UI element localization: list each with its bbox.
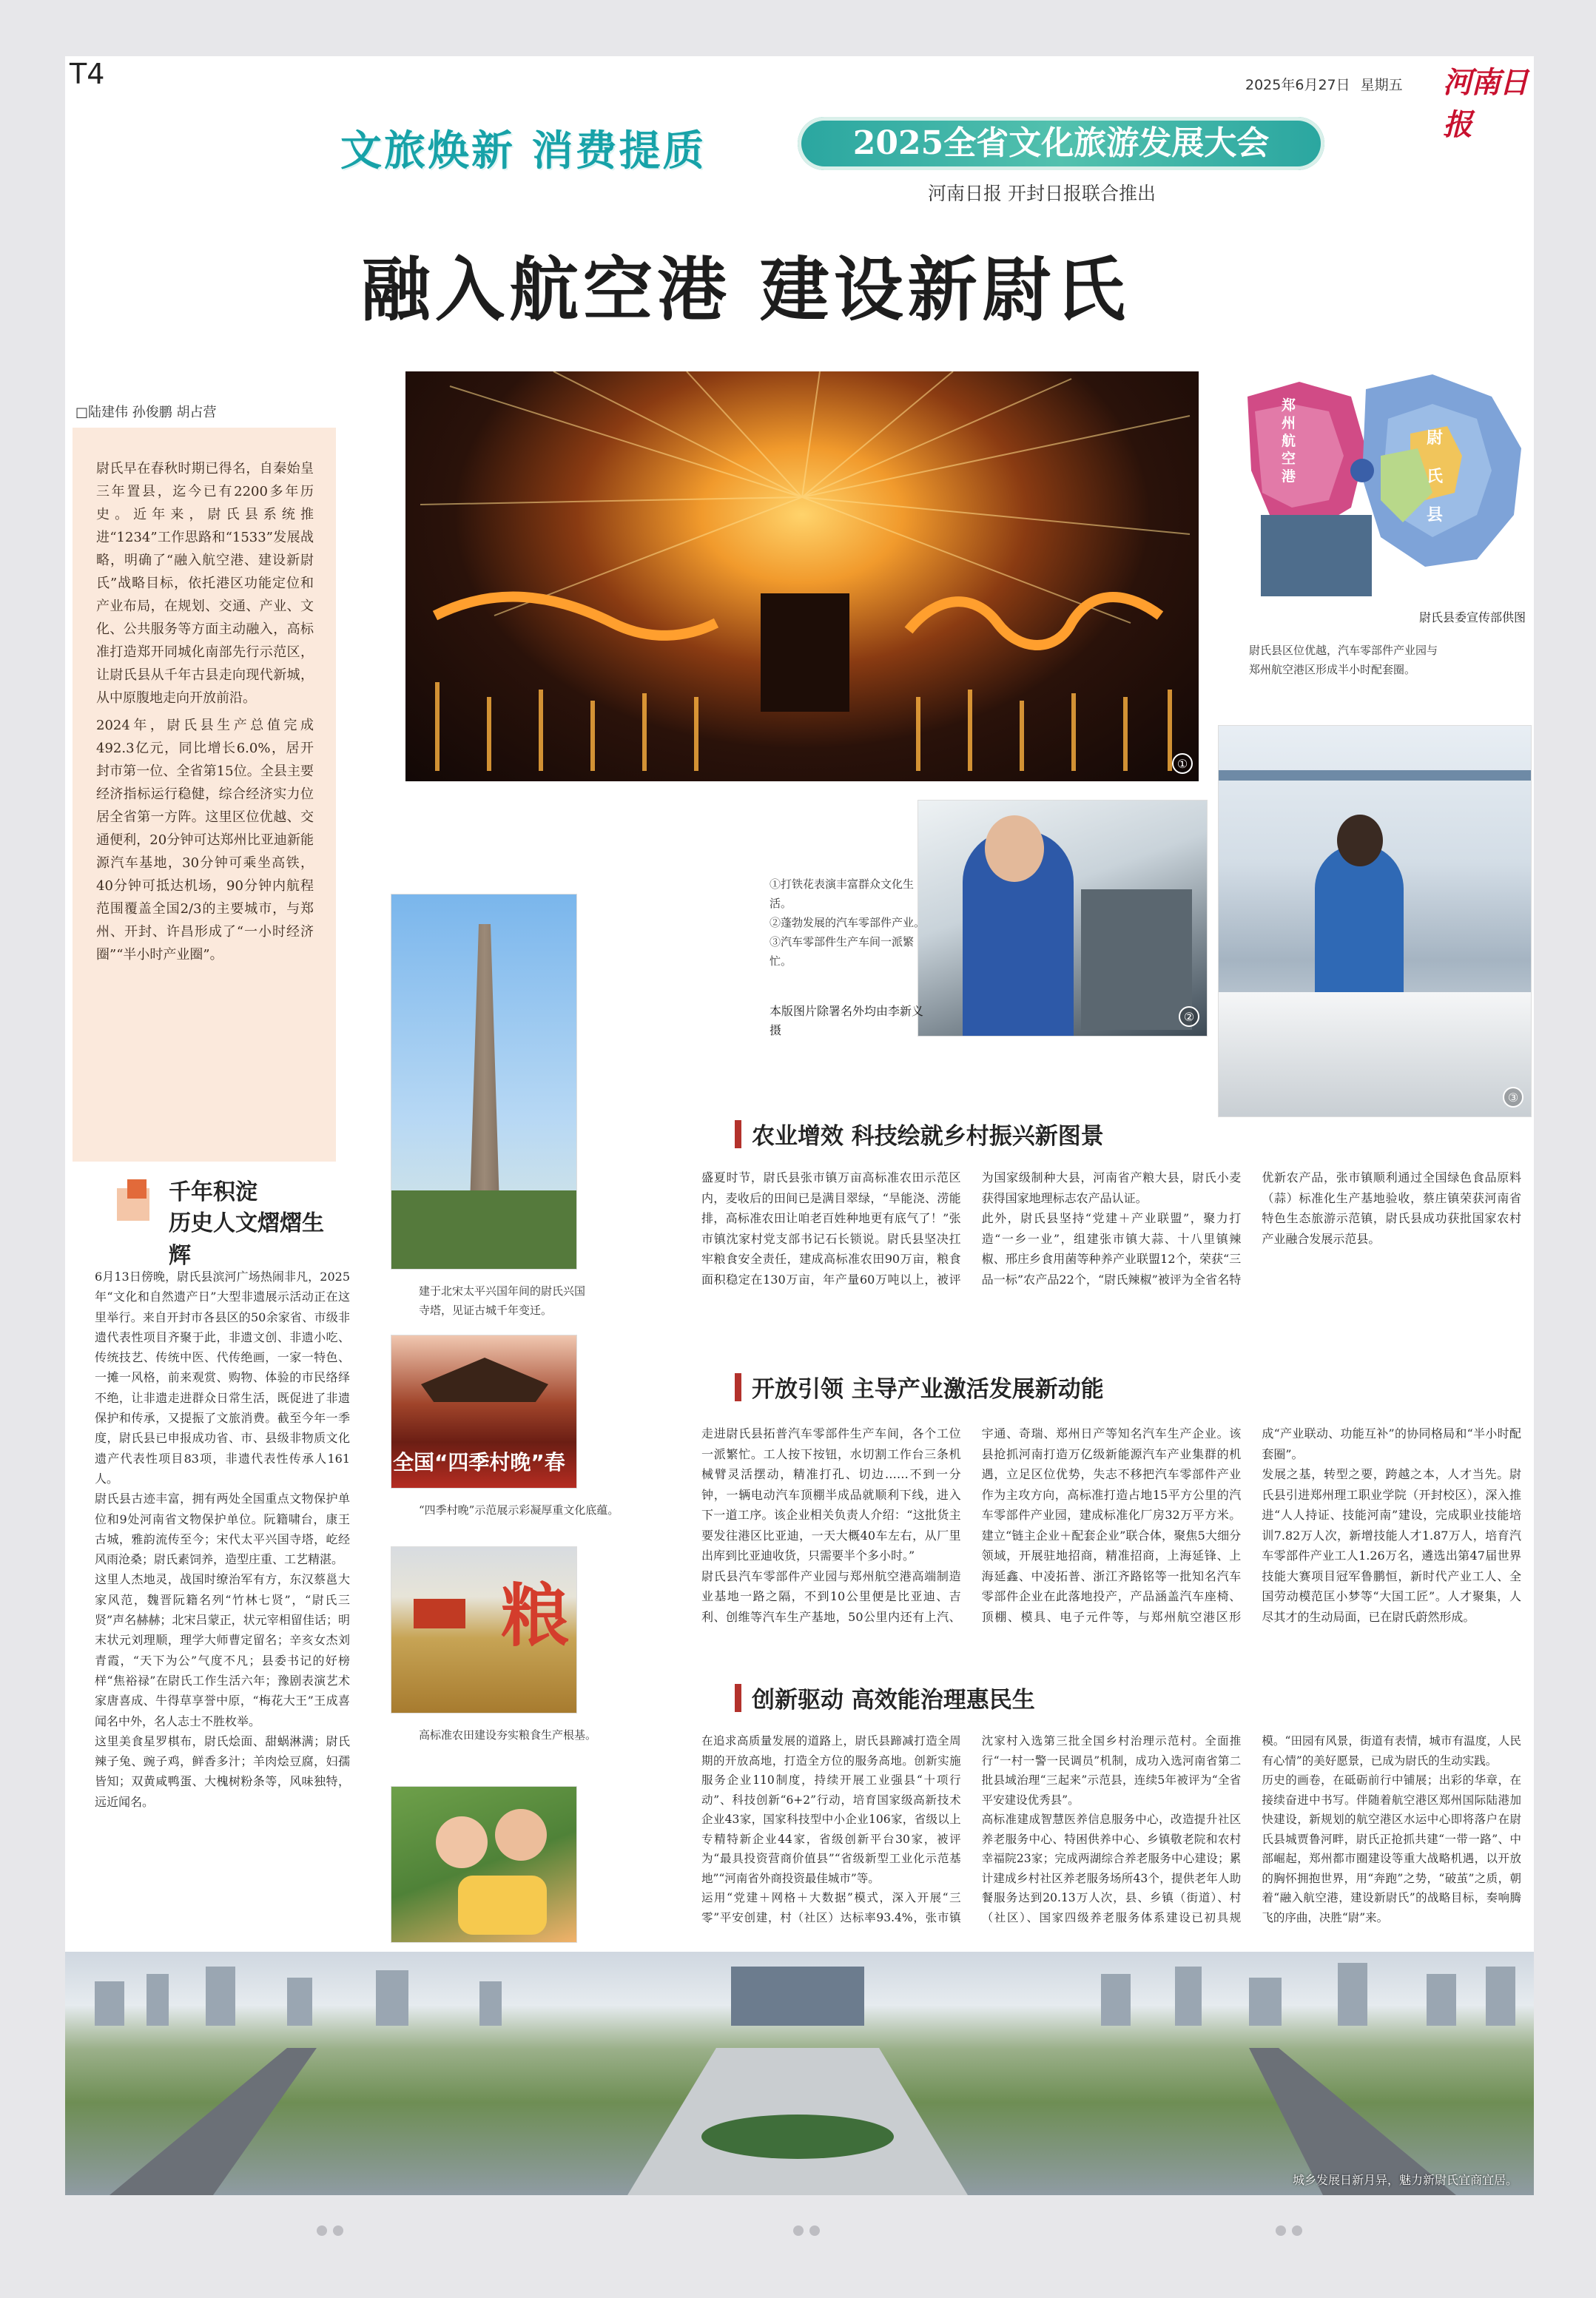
photo-iron-flower [405, 371, 1199, 781]
section1-heading [117, 1173, 339, 1269]
issue-date [1245, 74, 1403, 94]
map-label-airport: 郑州航空港 [1282, 397, 1296, 485]
section2-text: 盛夏时节，尉氏县张市镇万亩高标准农田示范区内，麦收后的田间已是满目翠绿，“旱能浇、涝能排，高标准农田让咱老百姓种地更有底气了！”张市镇沈家村党支部书记石长锁说。尉氏县坚决扛牢粮食安全责任，建成高标准农田90万亩，粮食面积稳定在130万亩，年产量60万吨以上，被评为国家级制种大县，河南省产粮大县，尉氏小麦获得国家地理标志农产品认证。 此外，尉氏县坚持“党建＋产业联盟”，聚力打造“一乡一业”，组建张市镇大蒜、十八里镇辣椒、邢庄乡食用菌等种养产业联盟12个，荣获“三品一标”农产品22个，“尉氏辣椒”被评为全省名特优新农产品，张市镇顺利通过全国绿色食品原料（蒜）标准化生产基地验收，蔡庄镇荣获河南省特色生态旅游示范镇，尉氏县成功获批国家农村产业融合发展示范县。 [701, 1170, 1521, 1287]
section2-bar [735, 1120, 741, 1148]
photo-number-3: ③ [1503, 1087, 1523, 1108]
car-body [1219, 992, 1532, 1117]
page-number: T4 [70, 58, 105, 90]
photo-wheat-field [391, 1546, 577, 1714]
photo-pagoda [391, 894, 577, 1270]
page-indicator-left[interactable] [317, 2225, 343, 2236]
photo-city-panorama [65, 1952, 1534, 2195]
photo-number-2: ② [1179, 1006, 1199, 1027]
farmer-2 [495, 1809, 547, 1861]
lead-box [73, 428, 336, 1162]
section4-bar [735, 1684, 741, 1712]
workshop-rail [1219, 770, 1532, 781]
section4-heading [735, 1681, 1035, 1714]
section4-text: 在追求高质量发展的道路上，尉氏县蹄减打造全周期的开放高地，打造全方位的服务高地。创新实施服务企业110制度，持续开展工业强县“十项行动”、科技创新“6+2”行动，培育国家级高新技术企业43家，国家科技型中小企业106家，省级以上专精特新企业44家，省级创新平台30家，被评为“最具投资营商价值县”“省级新型工业化示范基地”“河南省外商投资最佳城市”等。 运用“党建＋网格＋大数据”模式，深入开展“三零”平安创建，村（社区）达标率93.4%，张市镇沈家村入选第三批全国乡村治理示范村。全面推行“一村一警一民调员”机制，成功入选河南省第二批县域治理“三起来”示范县，连续5年被评为“全省平安建设优秀县”。 高标准建成智慧医养信息服务中心，改造提升社区养老服务中心、特困供养中心、乡镇敬老院和农村幸福院23家；完成两湖综合养老服务中心建设；累计建成乡村社区养老服务场所43个，提供老年人助餐服务达到20.13万人次，县、乡镇（街道）、村（社区）、国家四级养老服务体系建设已初具规模。“田园有风景，街道有表情，城市有温度，人民有心情”的美好愿景，已成为尉氏的生动实践。 历史的画卷，在砥砺前行中铺展；出彩的华章，在接续奋进中书写。伴随着航空港区郑州国际陆港加快建设，新规划的航空港区水运中心即将落户在尉氏县城贾鲁河畔，尉氏正抢抓共建“一带一路”、中部崛起，郑州都市圈建设等重大战略机遇，以开放的胸怀拥抱世界，用“奔跑”之势，“破茧”之质，朝着“融入航空港，建设新尉氏”的战略目标，奏响腾飞的序曲，决胜“尉”来。 [701, 1734, 1521, 1924]
machine-part [1081, 889, 1192, 1030]
section1-title-line1: 千年积淀 [169, 1179, 257, 1205]
village-caption: “四季村晚”示范展示彩凝厚重文化底蕴。 [419, 1503, 619, 1517]
section1-title-line2: 历史人文熠熠生辉 [169, 1210, 324, 1269]
lead-paragraph-2: 2024年，尉氏县生产总值完成492.3亿元，同比增长6.0%，居开封市第一位、全省第15位。全县主要经济指标运行稳健，综合经济实力位居全省第一方阵。这里区位优越、交通便利，20分钟可达郑州比亚迪新能源汽车基地，30分钟可乘坐高铁，40分钟可抵达机场，90分钟内航程范围覆盖全国2/3的主要城市，与郑州、开封、许昌形成了“一小时经济圈”“半小时产业圈”。 [96, 718, 314, 963]
map-credit: 尉氏县委宣传部供图 [1419, 610, 1526, 624]
worker-head-3 [1337, 815, 1383, 866]
worker-figure-3 [1315, 844, 1404, 992]
page-indicator-center[interactable] [793, 2225, 820, 2236]
newspaper-page [65, 56, 1534, 2195]
photo-credit: 本版图片除署名外均由李新义 摄 [770, 1004, 924, 1037]
publisher-note: 河南日报 开封日报联合推出 [928, 183, 1156, 204]
farmer-1 [436, 1816, 488, 1868]
harvester [414, 1599, 465, 1628]
date-text: 2025年6月27日 [1245, 77, 1350, 93]
location-map [1240, 367, 1532, 627]
peach-basket [458, 1876, 547, 1935]
photo-peach-farmers [391, 1786, 577, 1943]
pagoda-caption: 建于北宋太平兴国年间的尉氏兴国寺塔，见证古城千年变迁。 [419, 1284, 586, 1317]
photo-list-caption: ①打铁花表演丰富群众文化生活。 ②蓬勃发展的汽车零部件产业。 ③汽车零部件生产车间一派繁忙。 [770, 877, 926, 968]
wheat-caption: 高标准农田建设夯实粮食生产根基。 [419, 1728, 597, 1742]
section3-bar [735, 1373, 741, 1401]
map-caption: 尉氏县区位优越，汽车零部件产业园与郑州航空港区形成半小时配套圈。 [1249, 644, 1438, 676]
photo-factory-2 [917, 800, 1208, 1037]
section1-text: 6月13日傍晚，尉氏县滨河广场热闹非凡，2025年“文化和自然遗产日”大型非遗展示活动正在这里举行。来自开封市各县区的50余家省、市级非遗代表性项目齐聚于此，非遗文创、非遗小吃、传统技艺、传统中医、代传绝画，一家一特色、一摊一风格，前来观赏、购物、体验的市民络绎不绝，让非遗走进群众日常生活，既促进了非遗保护和传承，又提振了文旅消费。截至今年一季度，尉氏县已申报成功省、市、县级非物质文化遗产代表性项目83项，非遗代表性传承人161人。 尉氏县古迹丰富，拥有两处全国重点文物保护单位和9处河南省文物保护单位。阮籍啸台，康王古城，雅韵流传至今；宋代太平兴国寺塔，屹经风雨沧桑；尉氏素饲养，造型庄重、工艺精湛。 这里人杰地灵，战国时缭治军有方，东汉蔡邕大家风范，魏晋阮籍名列“竹林七贤”，“尉氏三贤”声名赫赫；北宋吕蒙正，状元宰相留佳话；明末状元刘理顺，理学大师曹定留名；辛亥女杰刘青霞，“天下为公”气度不凡；县委书记的好榜样“焦裕禄”在尉氏工作生活六年；豫剧表演艺术家唐喜成、牛得草享誉中原，“梅花大王”王成喜闻名中外，名人志士不胜枚举。 这里美食星罗棋布，尉氏烩面、甜蜗淋满；尉氏辣子兔、豌子鸡，鲜香多汁；羊肉烩豆腐，妇孺皆知；双黄咸鸭蛋、大槐树粉条等，风味独特，远近闻名。 [95, 1270, 350, 1809]
village-banner-text: 全国“四季村晚”春 [393, 1450, 565, 1475]
masthead-logo: 河南日报 [1443, 65, 1527, 142]
byline: □陆建伟 孙俊鹏 胡占营 [75, 405, 217, 420]
photo-number-1: ① [1172, 753, 1193, 774]
weekday-text: 星期五 [1360, 77, 1403, 93]
event-title: 2025全省文化旅游发展大会 [852, 124, 1270, 162]
section2-title: 农业增效 科技绘就乡村振兴新图景 [752, 1123, 1104, 1150]
city-graphic [65, 1952, 1534, 2195]
trees [391, 1190, 577, 1270]
photo-factory-3 [1218, 725, 1532, 1117]
main-headline: 融入航空港 建设新尉氏 [361, 250, 1130, 331]
pavilion-roof [421, 1358, 548, 1402]
grain-character: 粮 [501, 1576, 570, 1656]
section1-marker-2 [127, 1179, 147, 1199]
section2-heading [735, 1117, 1104, 1150]
page-indicator-right[interactable] [1276, 2225, 1302, 2236]
slogan-title: 文旅焕新 消费提质 [340, 127, 707, 175]
section3-title: 开放引领 主导产业激活发展新动能 [752, 1376, 1104, 1403]
photo-village-gala [391, 1335, 577, 1489]
section3-text: 走进尉氏县拓普汽车零部件生产车间，各个工位一派繁忙。工人按下按钮，水切割工作台三条机械臂灵活摆动，精准打孔、切边……不到一分钟，一辆电动汽车顶棚半成品就顺利下线，进入下一道工序。该企业相关负责人介绍：“这批货主要发往港区比亚迪，一天大概40车左右，从厂里出库到比亚迪收货，只需要半个多小时。” 尉氏县汽车零部件产业园与郑州航空港高端制造业基地一路之隔，不到10公里便是比亚迪、吉利、创维等汽车生产基地，50公里内还有上汽、宇通、奇瑞、郑州日产等知名汽车生产企业。该县抢抓河南打造万亿级新能源汽车产业集群的机遇，立足区位优势，失志不移把汽车零部件产业作为主攻方向，高标准打造占地15平方公里的汽车零部件产业园，建成标准化厂房32万平方米。建立“链主企业＋配套企业”联合体，聚焦5大细分领域，开展驻地招商，精准招商，上海延锋、上海延鑫、中凌拓普、浙江齐路铭等一批知名汽车零部件企业在此落地投产，产品涵盖汽车座椅、顶棚、模具、电子元件等，与郑州航空港区形成“产业联动、功能互补”的协同格局和“半小时配套圈”。 发展之基，转型之要，跨越之本，人才当先。尉氏县引进郑州理工职业学院（开封校区），深入推进“人人持证、技能河南”建设，完成职业技能培训7.82万人次，新增技能人才1.87万人，培育汽车零部件产业工人1.26万名，遴选出第47届世界技能大赛项目冠军鲁鹏恒，新时代产业工人、全国劳动模范匡小梦等“大国工匠”。人才聚集，人尽其才的生动局面，已在尉氏蔚然形成。 [701, 1426, 1521, 1624]
section4-title: 创新驱动 高效能治理惠民生 [752, 1687, 1035, 1714]
lead-paragraph-1: 尉氏早在春秋时期已得名，自秦始皇三年置县，迄今已有2200多年历史。近年来，尉氏县系统推进“1234”工作思路和“1533”发展战略，明确了“融入航空港、建设新尉氏”战略目标，依托港区功能定位和产业布局，在规划、交通、产业、文化、公共服务等方面主动融入，高标准打造郑开同城化南部先行示范区，让尉氏县从千年古县走向现代新城，从中原腹地走向开放前沿。 [96, 461, 314, 706]
section3-heading [735, 1370, 1104, 1404]
pagoda-shape [455, 924, 514, 1205]
fireworks-graphic [405, 371, 1199, 781]
map-label-weishi: 尉氏县 [1427, 428, 1444, 525]
worker-head [985, 815, 1044, 882]
city-caption: 城乡发展日新月异，魅力新尉氏宜商宜居。 [1292, 2173, 1518, 2187]
